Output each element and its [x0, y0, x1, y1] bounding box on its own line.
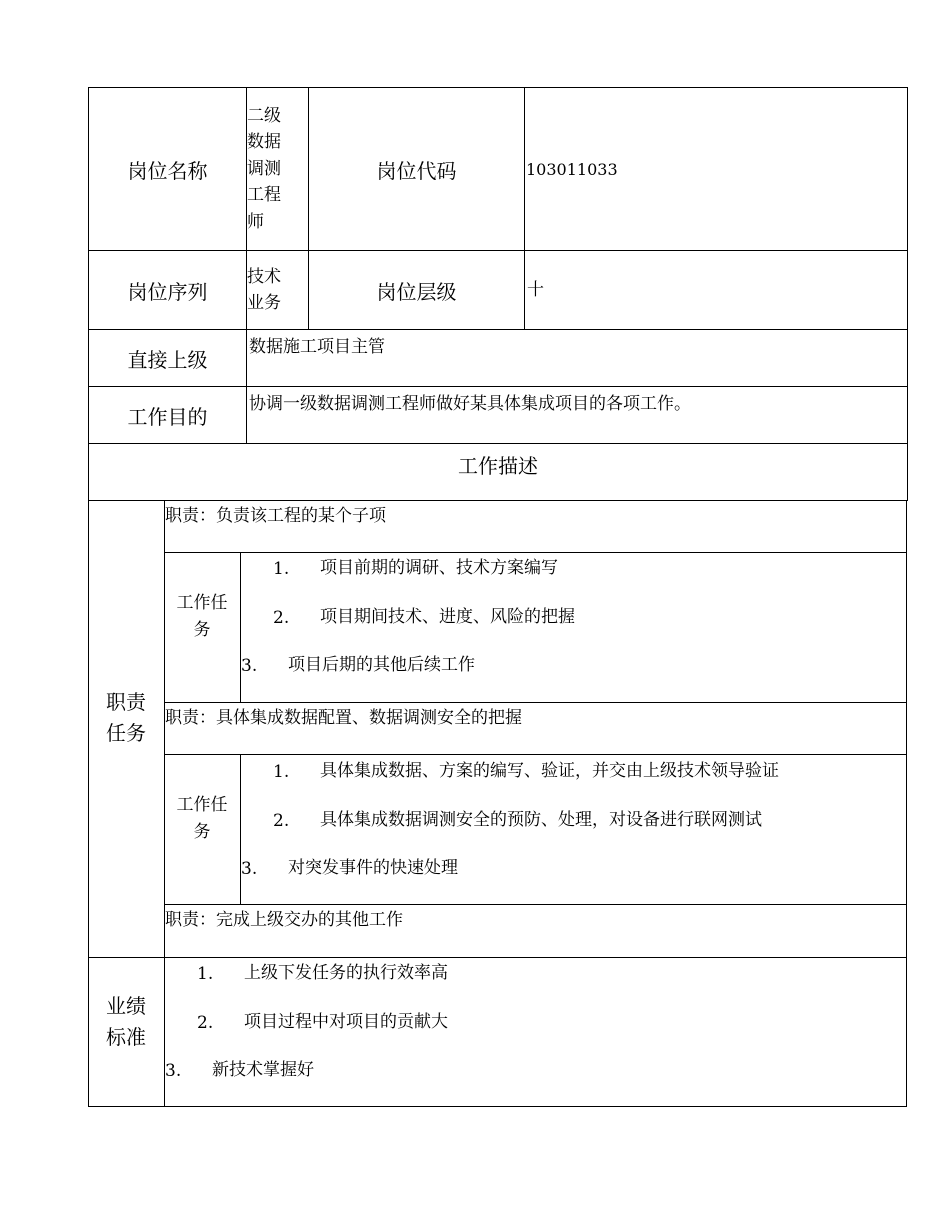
sequence-label: 岗位序列 [89, 251, 247, 330]
duties-label: 职责 任务 [106, 690, 146, 745]
duty-title: 职责：负责该工程的某个子项 [165, 506, 386, 526]
position-name-label: 岗位名称 [89, 88, 247, 251]
outer-bottom-border [88, 1106, 907, 1107]
divider [88, 957, 907, 958]
performance-text: 上级下发任务的执行效率高 [244, 963, 448, 983]
position-code-value: 103011033 [525, 88, 908, 251]
divider [164, 702, 907, 703]
duty-title: 职责：完成上级交办的其他工作 [165, 910, 403, 930]
task-number: 2. [273, 608, 290, 628]
performance-label: 业绩 标准 [106, 994, 146, 1049]
performance-text: 项目过程中对项目的贡献大 [244, 1012, 448, 1032]
position-code-label: 岗位代码 [309, 88, 525, 251]
task-number: 3. [241, 859, 258, 879]
task-label: 工作任 务 [176, 795, 228, 842]
task-number: 2. [273, 811, 290, 831]
task-text: 项目期间技术、进度、风险的把握 [320, 607, 575, 627]
purpose-label: 工作目的 [89, 387, 247, 444]
performance-number: 2. [197, 1013, 214, 1033]
purpose-value: 协调一级数据调测工程师做好某具体集成项目的各项工作。 [247, 387, 908, 444]
performance-text: 新技术掌握好 [212, 1060, 314, 1080]
duty-title: 职责：具体集成数据配置、数据调测安全的把握 [165, 708, 522, 728]
divider [240, 754, 241, 905]
divider [164, 904, 907, 905]
sequence-value: 技术 业务 [247, 251, 309, 330]
row-sequence [89, 251, 908, 330]
row-description-title [89, 444, 908, 501]
performance-number: 1. [197, 964, 214, 984]
performance-number: 3. [165, 1061, 182, 1081]
superior-label: 直接上级 [89, 330, 247, 387]
task-text: 具体集成数据、方案的编写、验证，并交由上级技术领导验证 [320, 761, 779, 781]
divider [164, 552, 907, 553]
task-text: 对突发事件的快速处理 [288, 858, 458, 878]
row-superior [89, 330, 908, 387]
divider [164, 754, 907, 755]
task-number: 1. [273, 762, 290, 782]
position-name-value: 二级 数据 调测 工程 师 [247, 88, 309, 251]
row-purpose [89, 387, 908, 444]
superior-value: 数据施工项目主管 [247, 330, 908, 387]
task-number: 1. [273, 559, 290, 579]
task-number: 3. [241, 656, 258, 676]
task-text: 项目后期的其他后续工作 [288, 655, 475, 675]
description-title: 工作描述 [89, 444, 908, 501]
divider [240, 552, 241, 703]
task-text: 项目前期的调研、技术方案编写 [320, 558, 558, 578]
task-text: 具体集成数据调测安全的预防、处理，对设备进行联网测试 [320, 810, 762, 830]
task-label: 工作任 务 [176, 593, 228, 640]
level-label: 岗位层级 [309, 251, 525, 330]
row-position-name [89, 88, 908, 251]
level-value: 十 [525, 251, 908, 330]
outer-right-border [906, 500, 907, 1107]
position-info-table [88, 87, 908, 501]
